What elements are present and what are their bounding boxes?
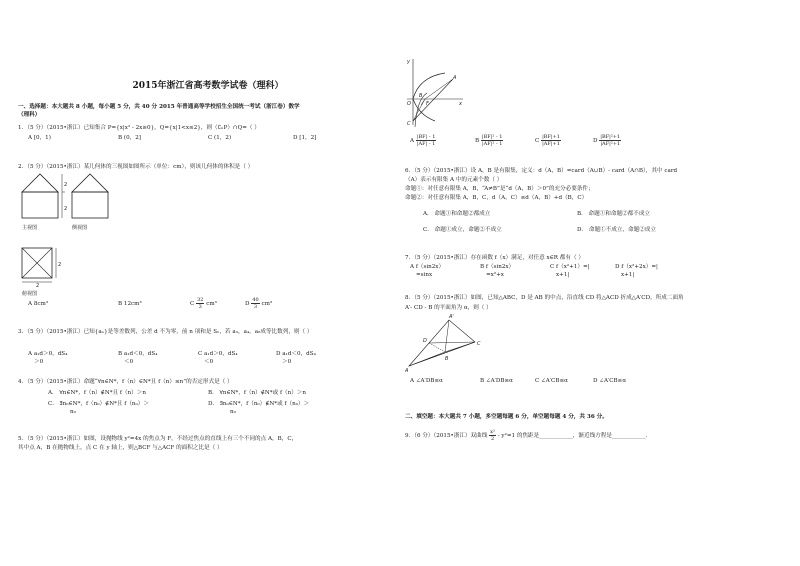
fig5-x-label: x <box>459 101 462 107</box>
question-6-stem-line1: 6．（5 分）（2015•浙江）设 A，B 是有限集，定义：d（A，B）=card（A∪B）- card（A∩B），其中 card <box>405 168 678 174</box>
paper-title: 2015年浙江省高考数学试卷（理科） <box>132 81 284 91</box>
top-dim-bottom: 2 <box>36 283 40 289</box>
question-2-stem: 2．（5 分）（2015•浙江）某几何体的三视图如图所示（单位：cm），则该几何体的体积是（ ） <box>18 164 254 170</box>
q2-option-c: C $\frac{32}{3}$ cm³ <box>190 297 217 310</box>
q3-option-c: C a₁d＞0，dS₄ ＜0 <box>198 351 238 365</box>
q7-option-c: C f（x²+1）=| x+1| <box>550 264 590 278</box>
fig5-a-label: A <box>453 75 457 81</box>
q4-option-d: D． ∃n₀∈N*，f（n₀）∉N*或 f（n₀）＞ n₀ <box>208 401 310 415</box>
q5-option-b: B $\frac{\text{|BF|² - 1}}{\text{|AF|² - 1}}$ <box>475 134 503 147</box>
front-dim-top: 2 <box>64 182 68 188</box>
fig5-c-label: C <box>407 121 411 127</box>
q7-option-a: A f（sin2x） =sinx <box>410 264 445 278</box>
fig5-b-label: B <box>419 93 423 99</box>
q2-option-b: B 12cm³ <box>118 301 142 307</box>
q2-c-fraction: $\frac{32}{3}$ <box>197 297 204 310</box>
q3-option-d: D a₁d＜0，dS₄ ＞0 <box>276 351 316 365</box>
fig5-y-label: y <box>407 59 410 65</box>
q6-option-c: C． 命题①成立，命题②不成立 <box>423 227 502 233</box>
q9-fraction: $\frac{\text{x²}}{2}$ <box>490 429 495 442</box>
q5-option-d: D $\frac{\text{|BF|²+1}}{\text{|AF|²+1}}$ <box>593 134 621 147</box>
question-6-stem-line3: 命题①：对任意有限集 A，B，“A≠B”是“d（A，B）＞0”的充分必要条件； <box>405 186 594 192</box>
q3-option-b: B a₁d＜0，dS₄ ＜0 <box>118 351 158 365</box>
q1-option-d: D [1，2] <box>293 135 317 141</box>
q2-d-fraction: $\frac{40}{3}$ <box>252 297 259 310</box>
section-2-heading: 二、填空题：本大题共 7 小题，多空题每题 6 分，单空题每题 4 分，共 36 分。 <box>405 414 608 420</box>
question-8-stem-line2: A′- CD - B 的平面角为 α，则（ ） <box>405 305 492 311</box>
q7-option-d: D f（x²+2x）=| x+1| <box>615 264 658 278</box>
fig5-o-label: O <box>407 101 411 107</box>
side-view-label: 侧视图 <box>72 225 88 231</box>
three-view-figure <box>18 170 118 300</box>
q8-option-d: D ∠A′CB≥α <box>593 378 627 384</box>
q8-option-c: C ∠A′CB≤α <box>535 378 568 384</box>
q4-option-a: A． ∀n∈N*，f（n）∉N*且 f（n）＞n <box>48 390 146 396</box>
parabola-figure <box>405 55 465 130</box>
q6-option-b: B． 命题①和命题②都不成立 <box>577 211 651 217</box>
question-9-stem: 9．（6 分）（2015•浙江）双曲线 $\frac{\text{x²}}{2}$ - y²=1 的焦距是____________，渐近线方程是____________. <box>405 429 648 442</box>
front-view-label: 主视图 <box>22 225 38 231</box>
question-1-stem: 1．（5 分）（2015•浙江）已知集合 P={x|x² - 2x≥0}，Q={x|1<x≤2}，则（∁ₙP）∩Q=（ ） <box>18 125 260 131</box>
question-5-stem-line2: 其中点 A，B 在抛物线上，点 C 在 y 轴上，则△BCF 与△ACF 的面积之比是（ ） <box>18 445 223 451</box>
question-3-stem: 3．（5 分）（2015•浙江）已知{aₙ}是等差数列，公差 d 不为零，前 n 项和是 Sₙ，若 a₃，a₄，a₈成等比数列，则（ ） <box>18 329 313 335</box>
question-7-stem: 7．（5 分）（2015•浙江）存在函数 f（x）满足，对任意 x∈R 都有（ ） <box>405 255 584 261</box>
q2-option-d: D $\frac{40}{3}$ cm³ <box>245 297 273 310</box>
q6-option-d: D． 命题①不成立，命题②成立 <box>577 227 656 233</box>
fig8-b-label: B <box>445 356 449 362</box>
q7-option-b: B f（sin2x） =x²+x <box>480 264 515 278</box>
right-column <box>405 0 790 566</box>
front-view <box>22 174 68 218</box>
q8-option-b: B ∠A′DB≥α <box>480 378 513 384</box>
q8-option-a: A ∠A′DB≤α <box>410 378 443 384</box>
question-4-stem: 4．（5 分）（2015•浙江）命题“∀n∈N*，f（n）∈N*且 f（n）≤n”的否定形式是（ ） <box>18 379 233 385</box>
top-view <box>22 248 56 282</box>
question-8-stem-line1: 8．（5 分）（2015•浙江）如图，已知△ABC，D 是 AB 的中点，沿直线 CD 将△ACD 折成△A′CD，所成二面角 <box>405 295 684 301</box>
fig5-f-label: F <box>426 101 429 107</box>
question-5-stem-line1: 5．（5 分）（2015•浙江）如图，设抛物线 y²=4x 的焦点为 F，不经过焦点的直线上有三个不同的点 A，B，C， <box>18 436 298 442</box>
q5-option-c: C $\frac{|BF|+1}{|AF|+1}$ <box>535 134 560 147</box>
fold-triangle-figure <box>405 312 485 374</box>
q1-option-c: C (1，2) <box>208 135 232 141</box>
q1-option-a: A [0，1) <box>28 135 51 141</box>
top-view-label: 俯视图 <box>22 291 38 297</box>
left-column <box>18 0 398 566</box>
top-dim-right: 2 <box>58 262 62 268</box>
q3-option-a: A a₁d＞0，dS₄ ＞0 <box>28 351 68 365</box>
question-6-stem-line2: （A）表示有限集 A 中的元素个数（ ） <box>405 177 503 183</box>
fig8-d-label: D <box>423 338 427 344</box>
side-view <box>72 174 108 218</box>
fig8-c-label: C <box>477 341 481 347</box>
front-dim-bottom: 2 <box>64 206 68 212</box>
fig8-a-label: A <box>405 368 409 374</box>
q6-option-a: A． 命题①和命题②都成立 <box>423 211 491 217</box>
q4-option-b: B． ∀n∈N*，f（n）∉N*或 f（n）＞n <box>208 390 307 396</box>
q1-option-b: B (0，2] <box>118 135 141 141</box>
section-1-heading: 一、选择题：本大题共 8 小题，每小题 5 分，共 40 分 2015 年普通高等学校招生全国统一考试（浙江卷）数学 （理科） <box>18 104 300 118</box>
q4-option-c: C． ∃n₀∈N*，f（n₀）∉N*且 f（n₀）＞ n₀ <box>48 401 149 415</box>
q2-option-a: A 8cm³ <box>28 301 49 307</box>
fig8-aprime-label: A' <box>449 314 454 320</box>
question-6-stem-line4: 命题②：对任意有限集 A，B，C，d（A，C）≤d（A，B）+d（B，C） <box>405 195 588 201</box>
q5-option-a: A $\frac{|BF| - 1}{|AF| - 1}$ <box>410 134 436 147</box>
